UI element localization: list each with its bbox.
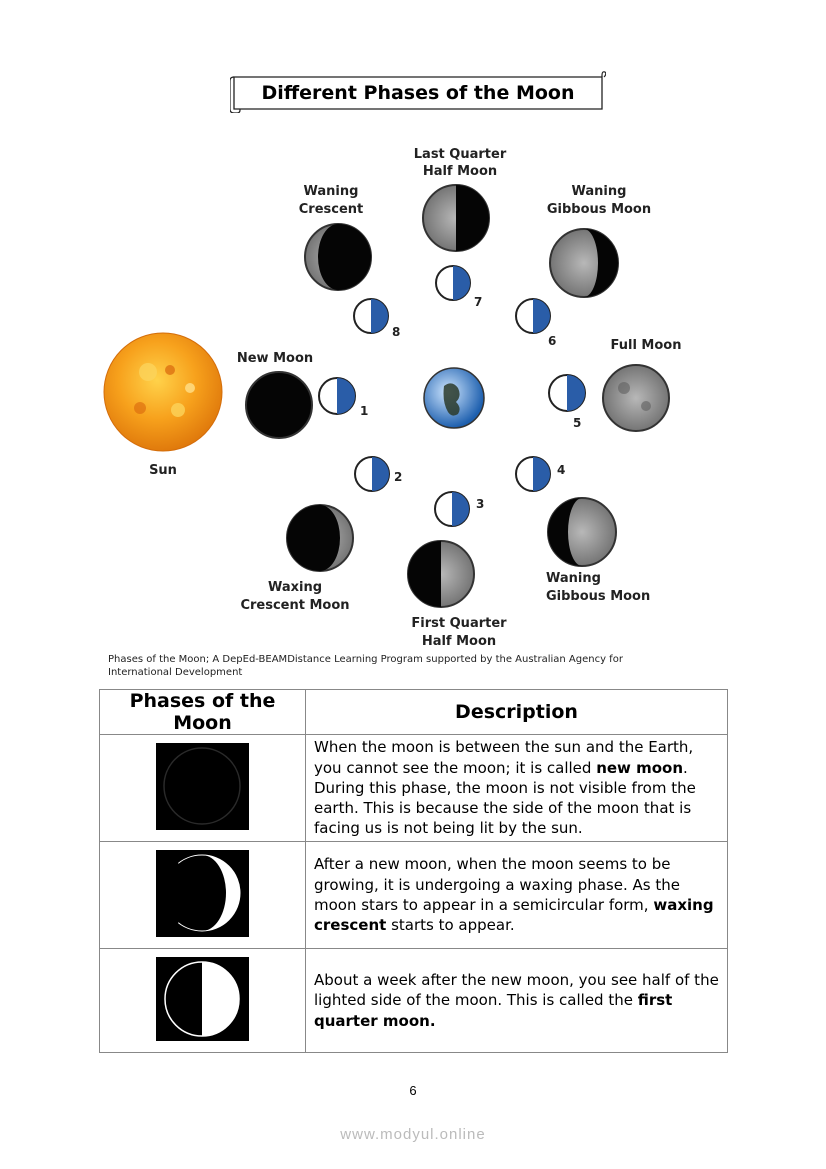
waxing-crescent-icon [156, 850, 249, 937]
waning-gibbous-large-icon [550, 229, 618, 297]
table-header-row [100, 690, 728, 735]
waxing-crescent-label-1: Waxing [267, 580, 323, 595]
orbit-moon-5-icon [549, 375, 585, 411]
waning-crescent-label-1: Waning [303, 184, 359, 199]
orbit-moon-6-icon [516, 299, 550, 333]
waning-crescent-label-2: Crescent [298, 202, 364, 217]
phase-description [306, 949, 728, 1053]
last-quarter-label-1: Last Quarter [413, 147, 507, 162]
new-moon-label: New Moon [236, 351, 314, 366]
orbit-moon-7-icon [436, 266, 470, 300]
orbit-moon-2-icon [355, 457, 389, 491]
description-text: When the moon is between the sun and the Earth, you cannot see the moon; it is called [314, 738, 694, 777]
phase-description [306, 842, 728, 949]
moon-phases-diagram [100, 140, 700, 652]
sun-icon [104, 333, 222, 451]
description-term: new moon [596, 758, 684, 777]
table-row [100, 842, 728, 949]
orbit-number-6: 6 [548, 334, 557, 348]
orbit-moon-8-icon [354, 299, 388, 333]
orbit-number-8: 8 [392, 325, 401, 339]
description-text-end: starts to appear. [386, 916, 515, 935]
first-quarter-large-icon [408, 541, 474, 607]
new-moon-large-icon [246, 372, 312, 438]
waning-crescent-large-icon [305, 224, 371, 290]
full-moon-label: Full Moon [610, 338, 682, 353]
description-term: first quarter moon. [314, 991, 673, 1030]
caption-line-1: Phases of the Moon; A DepEd-BEAMDistance Learning Program supported by the Australian Agency for [108, 654, 623, 665]
waxing-gibbous-large-icon [548, 498, 616, 566]
orbit-moon-3-icon [435, 492, 469, 526]
first-quarter-icon [156, 957, 249, 1041]
orbit-number-4: 4 [557, 463, 566, 477]
waxing-crescent-label-2: Crescent Moon [240, 598, 350, 613]
phase-image-cell [100, 949, 306, 1053]
table-row [100, 735, 728, 842]
waxing-gibbous-label-2: Gibbous Moon [546, 589, 651, 604]
phase-image-cell [100, 735, 306, 842]
page-title: Different Phases of the Moon [261, 82, 575, 104]
last-quarter-large-icon [423, 185, 489, 251]
last-quarter-label-2: Half Moon [422, 164, 498, 179]
table-row [100, 949, 728, 1053]
orbit-number-5: 5 [573, 416, 582, 430]
description-text: After a new moon, when the moon seems to be growing, it is undergoing a waxing phase. As the moon stars to appear in a semicircular form, [314, 855, 680, 914]
description-text-end: . During this phase, the moon is not visible from the earth. This is because the side of the moon that is facing us is not being lit by the sun. [314, 758, 696, 838]
waxing-crescent-large-icon [287, 505, 353, 571]
page-number: 6 [409, 1083, 417, 1098]
phases-table [99, 689, 728, 1053]
first-quarter-label-2: Half Moon [421, 634, 497, 649]
orbit-number-1: 1 [360, 404, 369, 418]
waxing-gibbous-label-1: Waning [546, 571, 601, 586]
description-term: waxing crescent [314, 896, 714, 935]
header-description: Description [306, 690, 728, 735]
title-banner [230, 71, 606, 111]
orbit-moon-1-icon [319, 378, 355, 414]
sun-label: Sun [149, 463, 177, 478]
orbit-number-7: 7 [474, 295, 483, 309]
first-quarter-label-1: First Quarter [411, 616, 507, 631]
full-moon-large-icon [603, 365, 669, 431]
orbit-number-3: 3 [476, 497, 485, 511]
caption-line-2: International Development [108, 667, 243, 678]
orbit-moon-4-icon [516, 457, 550, 491]
figure-caption [108, 653, 668, 679]
phase-image-cell [100, 842, 306, 949]
watermark: www.modyul.online [340, 1126, 486, 1143]
waning-gibbous-label-1: Waning [571, 184, 627, 199]
new-moon-icon [156, 743, 249, 830]
description-text: About a week after the new moon, you see half of the lighted side of the moon. This is called the [314, 971, 719, 1010]
orbit-number-2: 2 [394, 470, 403, 484]
header-phases: Phases of the Moon [100, 690, 306, 735]
waning-gibbous-label-2: Gibbous Moon [546, 202, 652, 217]
phase-description [306, 735, 728, 842]
earth-icon [424, 368, 484, 428]
